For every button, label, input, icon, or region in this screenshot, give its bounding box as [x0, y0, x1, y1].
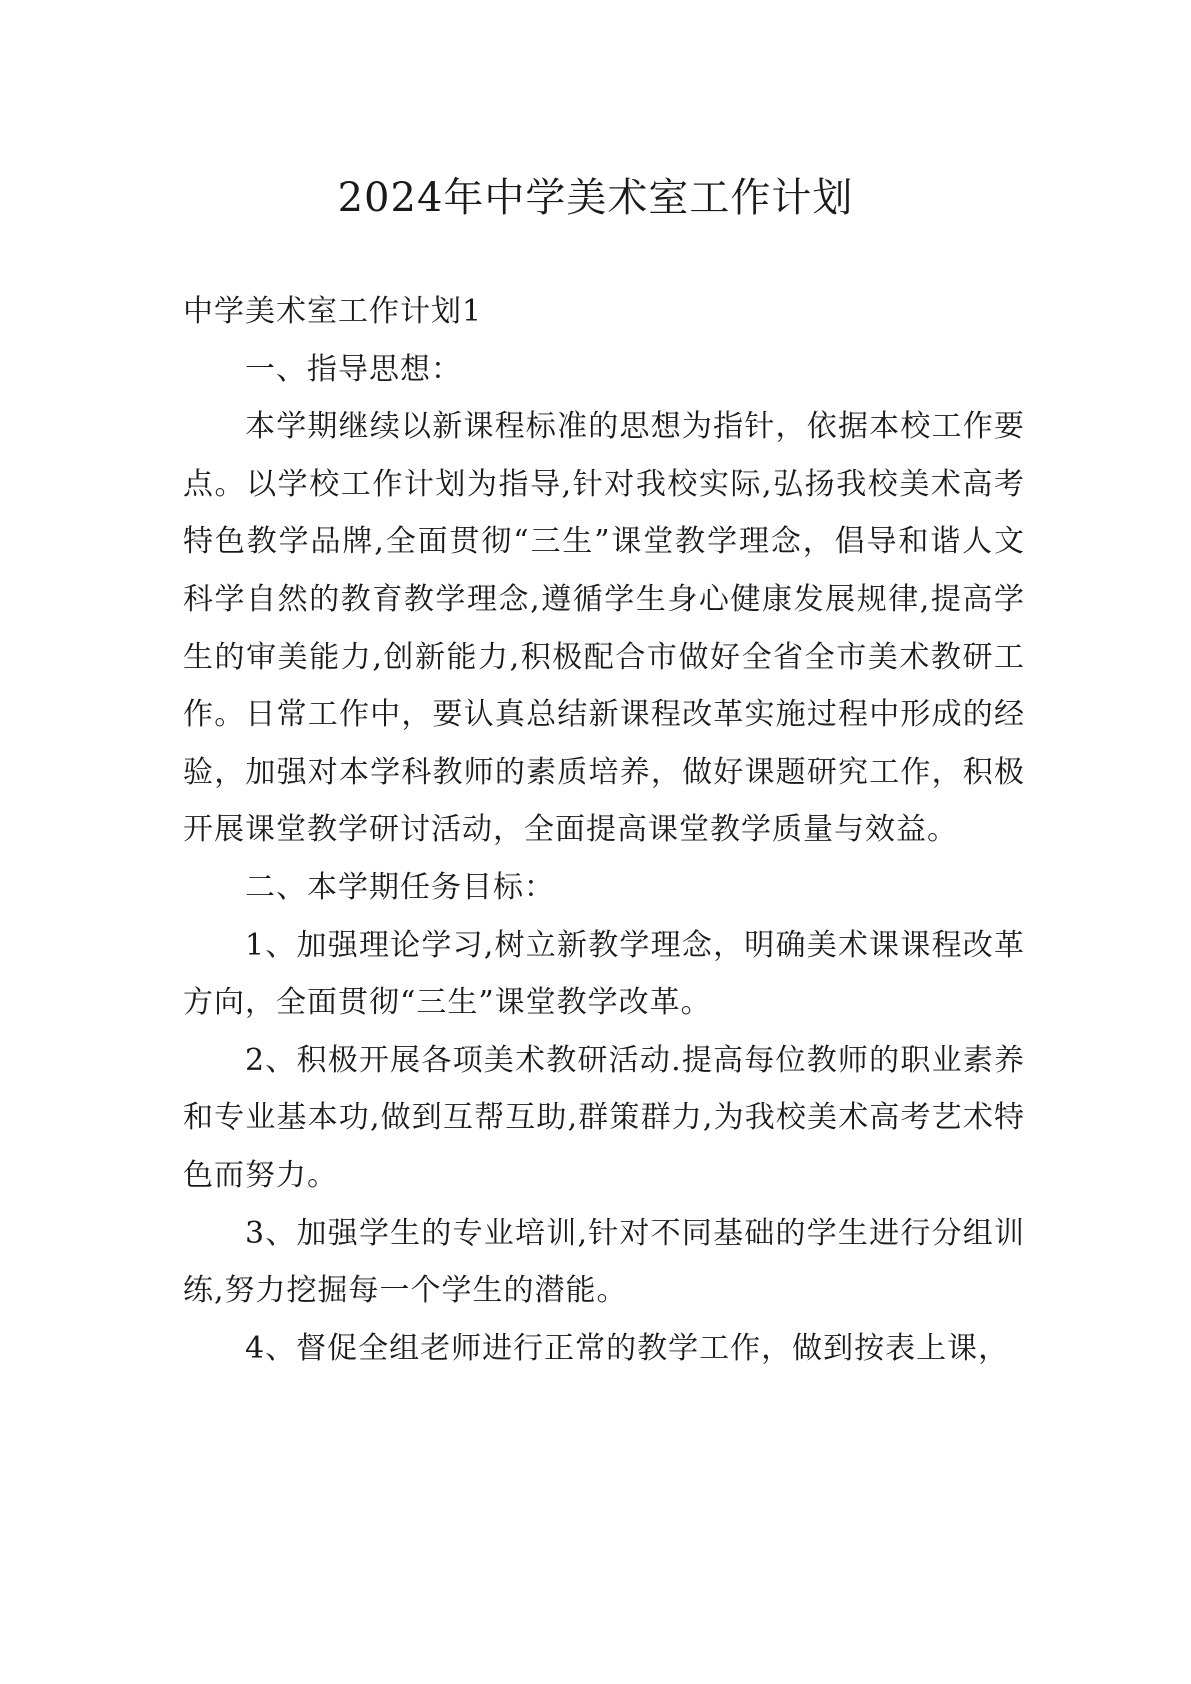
- list-item-goal-2: 2、积极开展各项美术教研活动.提高每位教师的职业素养和专业基本功,做到互帮互助,群策群力,为我校美术高考艺术特色而努力。: [183, 1042, 1025, 1193]
- list-item-goal-1: 1、加强理论学习,树立新教学理念，明确美术课课程改革方向，全面贯彻“三生”课堂教学改革。: [183, 927, 1025, 1021]
- section-heading-task-goals: 二、本学期任务目标：: [245, 869, 555, 905]
- list-item-goal-4: 4、督促全组老师进行正常的教学工作，做到按表上课，: [245, 1330, 1010, 1366]
- paragraph-guiding-thought: 本学期继续以新课程标准的思想为指针，依据本校工作要点。以学校工作计划为指导,针对我校实际,弘扬我校美术高考特色教学品牌,全面贯彻“三生”课堂教学理念，倡导和谐人文科学自然的教育教学理念,遵循学生身心健康发展规律,提高学生的审美能力,创新能力,积极配合市做好全省全市美术教研工作。日常工作中，要认真总结新课程改革实施过程中形成的经验，加强对本学科教师的素质培养，做好课题研究工作，积极开展课堂教学研讨活动，全面提高课堂教学质量与效益。: [183, 409, 1025, 848]
- document-body: [183, 283, 1025, 1377]
- section-subtitle: 中学美术室工作计划1: [183, 294, 483, 329]
- document-title: 2024年中学美术室工作计划: [337, 175, 854, 221]
- section-heading-guiding-thought: 一、指导思想：: [245, 351, 462, 387]
- list-item-goal-3: 3、加强学生的专业培训,针对不同基础的学生进行分组训练,努力挖掘每一个学生的潜能。: [183, 1215, 1025, 1309]
